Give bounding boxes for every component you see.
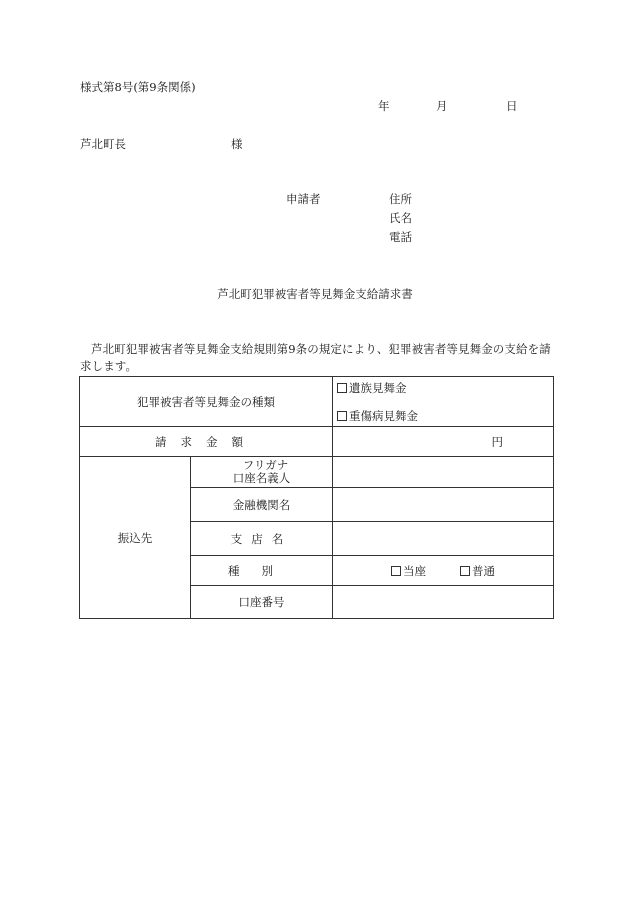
name-label: 氏名	[389, 211, 412, 225]
amount-label	[80, 427, 333, 457]
phone-label: 電話	[389, 230, 412, 244]
option-bereaved-family[interactable]	[337, 381, 407, 395]
transfer-label: 振込先	[80, 457, 191, 619]
checkbox-icon[interactable]	[337, 411, 347, 421]
account-holder-row	[80, 457, 554, 488]
address-label: 住所	[389, 192, 412, 206]
option-label: 普通	[472, 563, 495, 578]
checkbox-icon[interactable]	[337, 383, 347, 393]
type-options-cell	[333, 377, 554, 427]
option-ordinary-account[interactable]	[460, 564, 495, 578]
date-year-label: 年	[378, 99, 390, 113]
account-holder-label-cell	[191, 457, 333, 488]
furigana-label: フリガナ	[242, 458, 289, 472]
type-label: 犯罪被害者等見舞金の種類	[80, 377, 333, 427]
yen-unit: 円	[491, 434, 503, 449]
account-number-label: 口座番号	[191, 586, 333, 619]
account-holder-label: 口座名義人	[232, 471, 291, 485]
amount-label-text: 請求金額	[155, 434, 257, 449]
account-type-options	[333, 556, 554, 586]
addressee: 芦北町長	[80, 137, 126, 151]
account-holder-field[interactable]	[333, 457, 554, 488]
application-table	[79, 376, 554, 619]
type-row	[80, 377, 554, 427]
checkbox-icon[interactable]	[391, 566, 401, 576]
option-label: 当座	[403, 563, 426, 578]
bank-label: 金融機関名	[191, 488, 333, 522]
branch-label-text: 支店名	[230, 531, 293, 546]
date-day-label: 日	[506, 99, 518, 113]
checkbox-icon[interactable]	[460, 566, 470, 576]
account-type-label-text: 種別	[228, 563, 295, 578]
date-month-label: 月	[436, 99, 448, 113]
applicant-label: 申請者	[286, 192, 321, 206]
honorific: 様	[231, 137, 243, 151]
amount-row	[80, 427, 554, 457]
option-label: 遺族見舞金	[349, 380, 407, 395]
option-serious-injury[interactable]	[337, 409, 418, 423]
option-current-account[interactable]	[391, 564, 426, 578]
form-number: 様式第8号(第9条関係)	[80, 80, 196, 94]
branch-label	[191, 522, 333, 556]
branch-field[interactable]	[333, 522, 554, 556]
bank-field[interactable]	[333, 488, 554, 522]
amount-field[interactable]	[333, 427, 554, 457]
document-title: 芦北町犯罪被害者等見舞金支給請求書	[217, 287, 413, 301]
option-label: 重傷病見舞金	[349, 408, 418, 423]
request-statement: 芦北町犯罪被害者等見舞金支給規則第9条の規定により、犯罪被害者等見舞金の支給を請求します。	[80, 342, 551, 373]
account-number-field[interactable]	[333, 586, 554, 619]
account-type-label	[191, 556, 333, 586]
